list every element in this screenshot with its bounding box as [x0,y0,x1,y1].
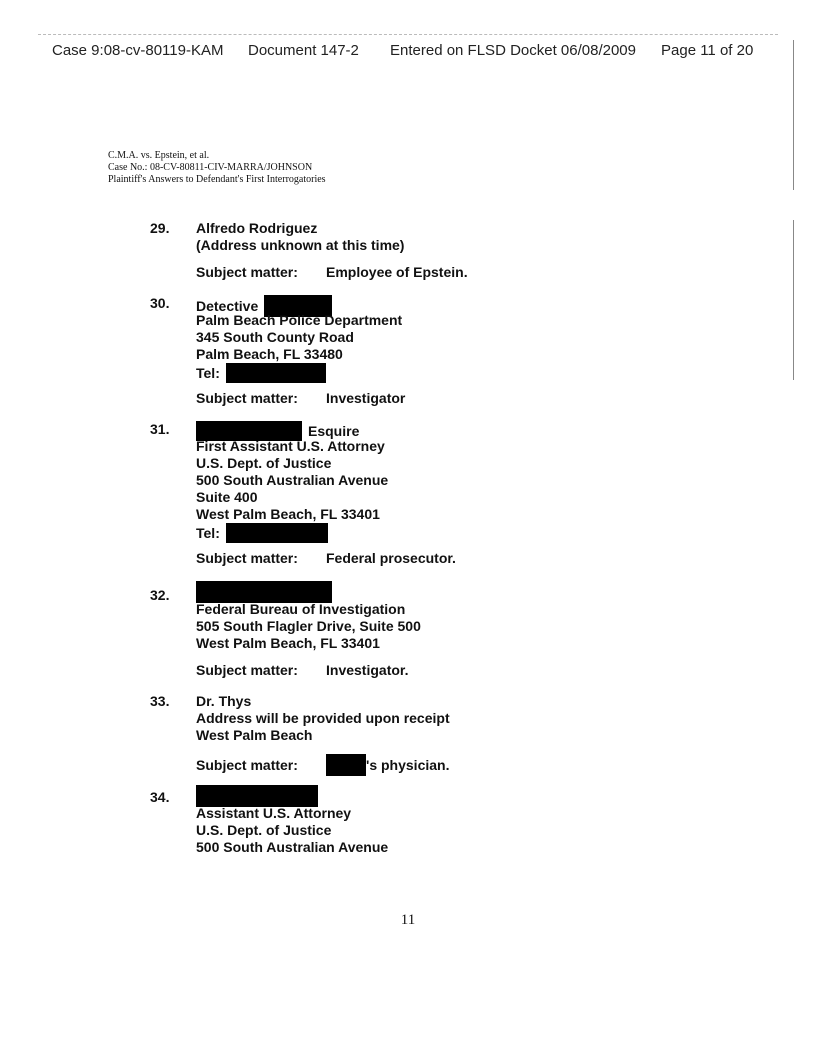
header-document-number: Document 147-2 [248,42,359,59]
entry-line: Dr. Thys [196,693,252,709]
entry-number: 32. [150,587,170,603]
redaction-box [196,581,332,603]
subject-matter [196,550,670,567]
entry-line: First Assistant U.S. Attorney [196,438,385,454]
subject-matter [196,662,670,679]
redaction-box [226,363,326,383]
scan-edge-mark [793,220,794,380]
entry-line: 500 South Australian Avenue [196,472,389,488]
entry-line: 505 South Flagler Drive, Suite 500 [196,618,421,634]
entry-text: Detective [196,298,259,314]
header-case-number: Case 9:08-cv-80119-KAM [52,42,224,59]
entry-line: Address will be provided upon receipt [196,710,450,726]
entry-line: Palm Beach Police Department [196,312,403,328]
caption-line: Case No.: 08-CV-80811-CIV-MARRA/JOHNSON [108,162,313,173]
entry-line: Federal Bureau of Investigation [196,601,406,617]
case-caption [108,150,326,186]
subject-label: Subject matter: [196,662,298,678]
witness-entry [150,693,670,771]
subject-matter [196,754,670,771]
header-docket-entry: Entered on FLSD Docket 06/08/2009 [390,42,636,59]
entry-number: 34. [150,789,170,805]
entry-line: Suite 400 [196,489,258,505]
scan-edge-mark [793,40,794,190]
subject-value: 's physician. [366,757,450,773]
entry-line: 500 South Australian Avenue [196,839,389,855]
entry-line: (Address unknown at this time) [196,237,405,253]
caption-line: C.M.A. vs. Epstein, et al. [108,150,210,161]
entry-text: Tel: [196,365,220,381]
entry-number: 29. [150,220,170,236]
entry-line: Assistant U.S. Attorney [196,805,352,821]
entry-line: Palm Beach, FL 33480 [196,346,343,362]
witness-entry [150,220,670,281]
subject-value: Employee of Epstein. [326,264,468,280]
redaction-box [326,754,366,776]
entry-text: Tel: [196,525,220,541]
entry-line: West Palm Beach, FL 33401 [196,506,380,522]
entry-line [196,523,670,540]
entry-number: 33. [150,693,170,709]
subject-matter [196,390,670,407]
entry-line: U.S. Dept. of Justice [196,822,332,838]
caption-line: Plaintiff's Answers to Defendant's First Interrogatories [108,174,326,185]
entry-line [196,581,670,601]
entry-line: U.S. Dept. of Justice [196,455,332,471]
subject-value: Federal prosecutor. [326,550,456,566]
entry-line: West Palm Beach [196,727,313,743]
entry-line [196,421,670,438]
witness-entry [150,421,670,567]
witness-entry [150,785,670,856]
entry-line [196,363,670,380]
scan-top-line [38,34,778,35]
entry-text: Esquire [308,423,360,439]
entry-line [196,295,670,312]
entry-line: Alfredo Rodriguez [196,220,318,236]
header-page-count: Page 11 of 20 [661,42,754,59]
redaction-box [226,523,328,543]
entry-number: 30. [150,295,170,311]
subject-value: Investigator. [326,662,409,678]
redaction-box [196,785,318,807]
entry-line: West Palm Beach, FL 33401 [196,635,380,651]
subject-value: Investigator [326,390,406,406]
page-number: 11 [400,912,416,928]
entry-line [196,785,670,805]
entry-number: 31. [150,421,170,437]
subject-matter [196,264,670,281]
witness-entry [150,295,670,407]
subject-label: Subject matter: [196,264,298,280]
entry-line: 345 South County Road [196,329,354,345]
witness-entry [150,581,670,679]
subject-label: Subject matter: [196,550,298,566]
subject-label: Subject matter: [196,390,298,406]
witness-list [150,220,670,870]
subject-label: Subject matter: [196,757,298,773]
